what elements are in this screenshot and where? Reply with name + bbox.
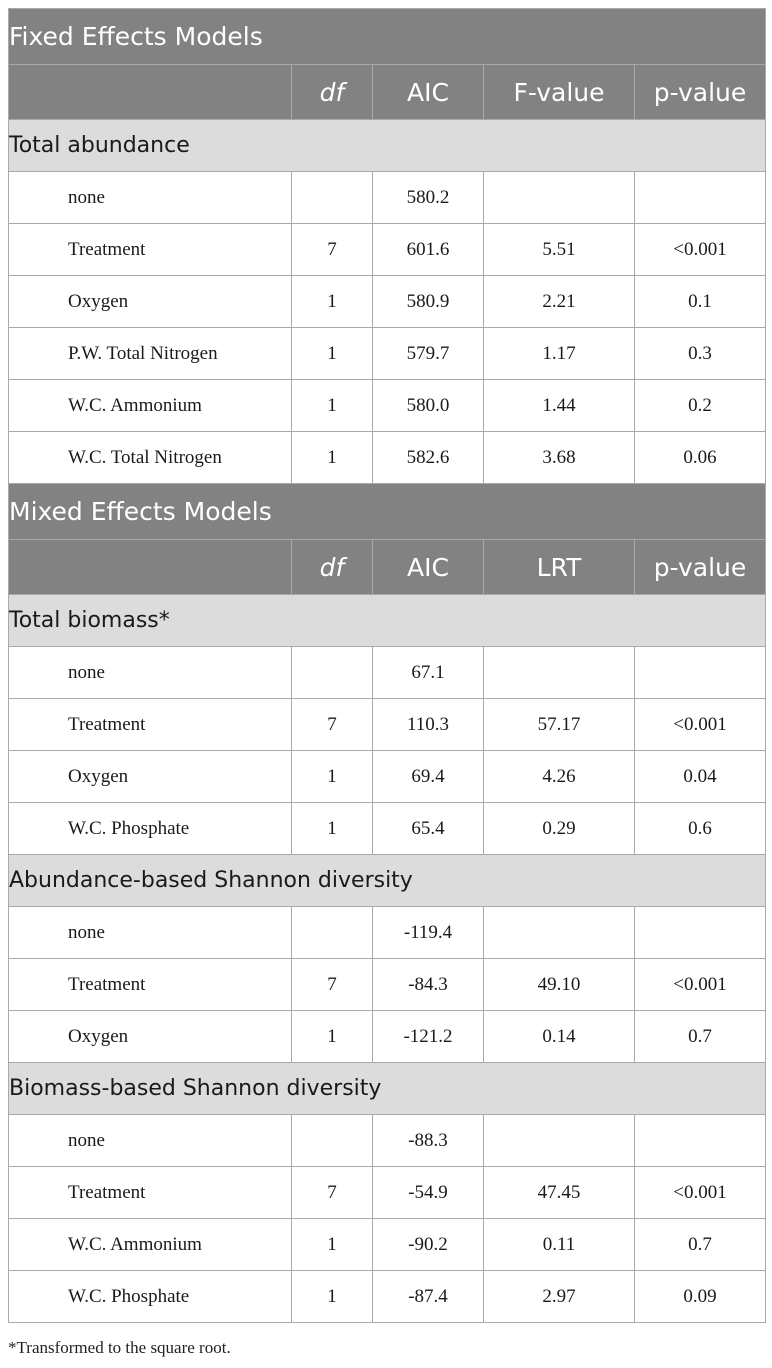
group-header-row bbox=[9, 1063, 766, 1115]
table-row bbox=[9, 907, 766, 959]
row-label: W.C. Ammonium bbox=[9, 1219, 292, 1271]
aic-cell: 580.2 bbox=[373, 172, 484, 224]
row-label: Treatment bbox=[9, 1167, 292, 1219]
column-header: p-value bbox=[635, 65, 766, 120]
p-value-cell: <0.001 bbox=[635, 959, 766, 1011]
column-header-row bbox=[9, 65, 766, 120]
stat-cell: 1.17 bbox=[484, 328, 635, 380]
aic-cell: -90.2 bbox=[373, 1219, 484, 1271]
row-label: Oxygen bbox=[9, 276, 292, 328]
column-header: p-value bbox=[635, 540, 766, 595]
table-row bbox=[9, 276, 766, 328]
section-title-row bbox=[9, 9, 766, 65]
p-value-cell: 0.7 bbox=[635, 1011, 766, 1063]
df-cell: 1 bbox=[292, 328, 373, 380]
aic-cell: 580.9 bbox=[373, 276, 484, 328]
df-cell: 1 bbox=[292, 1219, 373, 1271]
column-header: AIC bbox=[373, 540, 484, 595]
p-value-cell: 0.06 bbox=[635, 432, 766, 484]
aic-cell: 582.6 bbox=[373, 432, 484, 484]
row-label: W.C. Phosphate bbox=[9, 1271, 292, 1323]
df-cell: 1 bbox=[292, 432, 373, 484]
table-row bbox=[9, 328, 766, 380]
aic-cell: 579.7 bbox=[373, 328, 484, 380]
table-row bbox=[9, 1271, 766, 1323]
row-label: none bbox=[9, 172, 292, 224]
p-value-cell: 0.04 bbox=[635, 751, 766, 803]
df-cell: 7 bbox=[292, 699, 373, 751]
column-header bbox=[9, 65, 292, 120]
row-label: Oxygen bbox=[9, 1011, 292, 1063]
p-value-cell: 0.7 bbox=[635, 1219, 766, 1271]
stat-cell: 5.51 bbox=[484, 224, 635, 276]
table-row bbox=[9, 959, 766, 1011]
section-title: Fixed Effects Models bbox=[9, 9, 766, 65]
p-value-cell: 0.1 bbox=[635, 276, 766, 328]
p-value-cell bbox=[635, 907, 766, 959]
group-header-row bbox=[9, 855, 766, 907]
row-label: P.W. Total Nitrogen bbox=[9, 328, 292, 380]
row-label: none bbox=[9, 647, 292, 699]
aic-cell: 65.4 bbox=[373, 803, 484, 855]
df-cell: 7 bbox=[292, 1167, 373, 1219]
aic-cell: -54.9 bbox=[373, 1167, 484, 1219]
section-title: Mixed Effects Models bbox=[9, 484, 766, 540]
group-title: Total biomass* bbox=[9, 595, 766, 647]
stat-cell: 4.26 bbox=[484, 751, 635, 803]
aic-cell: -88.3 bbox=[373, 1115, 484, 1167]
p-value-cell: <0.001 bbox=[635, 1167, 766, 1219]
group-title: Biomass-based Shannon diversity bbox=[9, 1063, 766, 1115]
df-cell: 1 bbox=[292, 751, 373, 803]
stat-cell: 0.14 bbox=[484, 1011, 635, 1063]
aic-cell: -121.2 bbox=[373, 1011, 484, 1063]
row-label: W.C. Total Nitrogen bbox=[9, 432, 292, 484]
aic-cell: -87.4 bbox=[373, 1271, 484, 1323]
stat-cell bbox=[484, 172, 635, 224]
aic-cell: -119.4 bbox=[373, 907, 484, 959]
df-cell: 1 bbox=[292, 276, 373, 328]
section-title-row bbox=[9, 484, 766, 540]
p-value-cell: <0.001 bbox=[635, 699, 766, 751]
aic-cell: -84.3 bbox=[373, 959, 484, 1011]
statistics-table bbox=[8, 8, 766, 1323]
p-value-cell bbox=[635, 647, 766, 699]
column-header-row bbox=[9, 540, 766, 595]
row-label: Treatment bbox=[9, 699, 292, 751]
df-cell: 1 bbox=[292, 803, 373, 855]
row-label: Treatment bbox=[9, 224, 292, 276]
stat-cell bbox=[484, 647, 635, 699]
table-row bbox=[9, 1167, 766, 1219]
group-title: Total abundance bbox=[9, 120, 766, 172]
stat-cell: 0.11 bbox=[484, 1219, 635, 1271]
stat-cell: 47.45 bbox=[484, 1167, 635, 1219]
column-header: df bbox=[292, 65, 373, 120]
stat-cell bbox=[484, 1115, 635, 1167]
p-value-cell: 0.09 bbox=[635, 1271, 766, 1323]
df-cell: 1 bbox=[292, 1011, 373, 1063]
df-cell bbox=[292, 647, 373, 699]
table-row bbox=[9, 1011, 766, 1063]
df-cell: 1 bbox=[292, 380, 373, 432]
row-label: Treatment bbox=[9, 959, 292, 1011]
table-row bbox=[9, 432, 766, 484]
stat-cell bbox=[484, 907, 635, 959]
df-cell: 1 bbox=[292, 1271, 373, 1323]
row-label: none bbox=[9, 1115, 292, 1167]
df-cell bbox=[292, 907, 373, 959]
table-row bbox=[9, 380, 766, 432]
stat-cell: 49.10 bbox=[484, 959, 635, 1011]
row-label: none bbox=[9, 907, 292, 959]
stat-cell: 0.29 bbox=[484, 803, 635, 855]
table-row bbox=[9, 1219, 766, 1271]
stat-cell: 3.68 bbox=[484, 432, 635, 484]
p-value-cell: <0.001 bbox=[635, 224, 766, 276]
table-row bbox=[9, 803, 766, 855]
aic-cell: 67.1 bbox=[373, 647, 484, 699]
column-header: df bbox=[292, 540, 373, 595]
aic-cell: 69.4 bbox=[373, 751, 484, 803]
aic-cell: 110.3 bbox=[373, 699, 484, 751]
group-header-row bbox=[9, 595, 766, 647]
table-row bbox=[9, 1115, 766, 1167]
column-header: LRT bbox=[484, 540, 635, 595]
stat-cell: 2.21 bbox=[484, 276, 635, 328]
table-row bbox=[9, 172, 766, 224]
df-cell bbox=[292, 172, 373, 224]
p-value-cell: 0.6 bbox=[635, 803, 766, 855]
df-cell: 7 bbox=[292, 224, 373, 276]
group-title: Abundance-based Shannon diversity bbox=[9, 855, 766, 907]
table-row bbox=[9, 751, 766, 803]
p-value-cell: 0.2 bbox=[635, 380, 766, 432]
column-header: AIC bbox=[373, 65, 484, 120]
row-label: W.C. Ammonium bbox=[9, 380, 292, 432]
p-value-cell bbox=[635, 1115, 766, 1167]
stat-cell: 1.44 bbox=[484, 380, 635, 432]
column-header bbox=[9, 540, 292, 595]
row-label: Oxygen bbox=[9, 751, 292, 803]
table-row bbox=[9, 647, 766, 699]
df-cell bbox=[292, 1115, 373, 1167]
stat-cell: 2.97 bbox=[484, 1271, 635, 1323]
stat-cell: 57.17 bbox=[484, 699, 635, 751]
p-value-cell: 0.3 bbox=[635, 328, 766, 380]
row-label: W.C. Phosphate bbox=[9, 803, 292, 855]
table-row bbox=[9, 699, 766, 751]
df-cell: 7 bbox=[292, 959, 373, 1011]
aic-cell: 580.0 bbox=[373, 380, 484, 432]
group-header-row bbox=[9, 120, 766, 172]
aic-cell: 601.6 bbox=[373, 224, 484, 276]
table-row bbox=[9, 224, 766, 276]
column-header: F-value bbox=[484, 65, 635, 120]
table-footnote: *Transformed to the square root. bbox=[8, 1338, 231, 1357]
p-value-cell bbox=[635, 172, 766, 224]
